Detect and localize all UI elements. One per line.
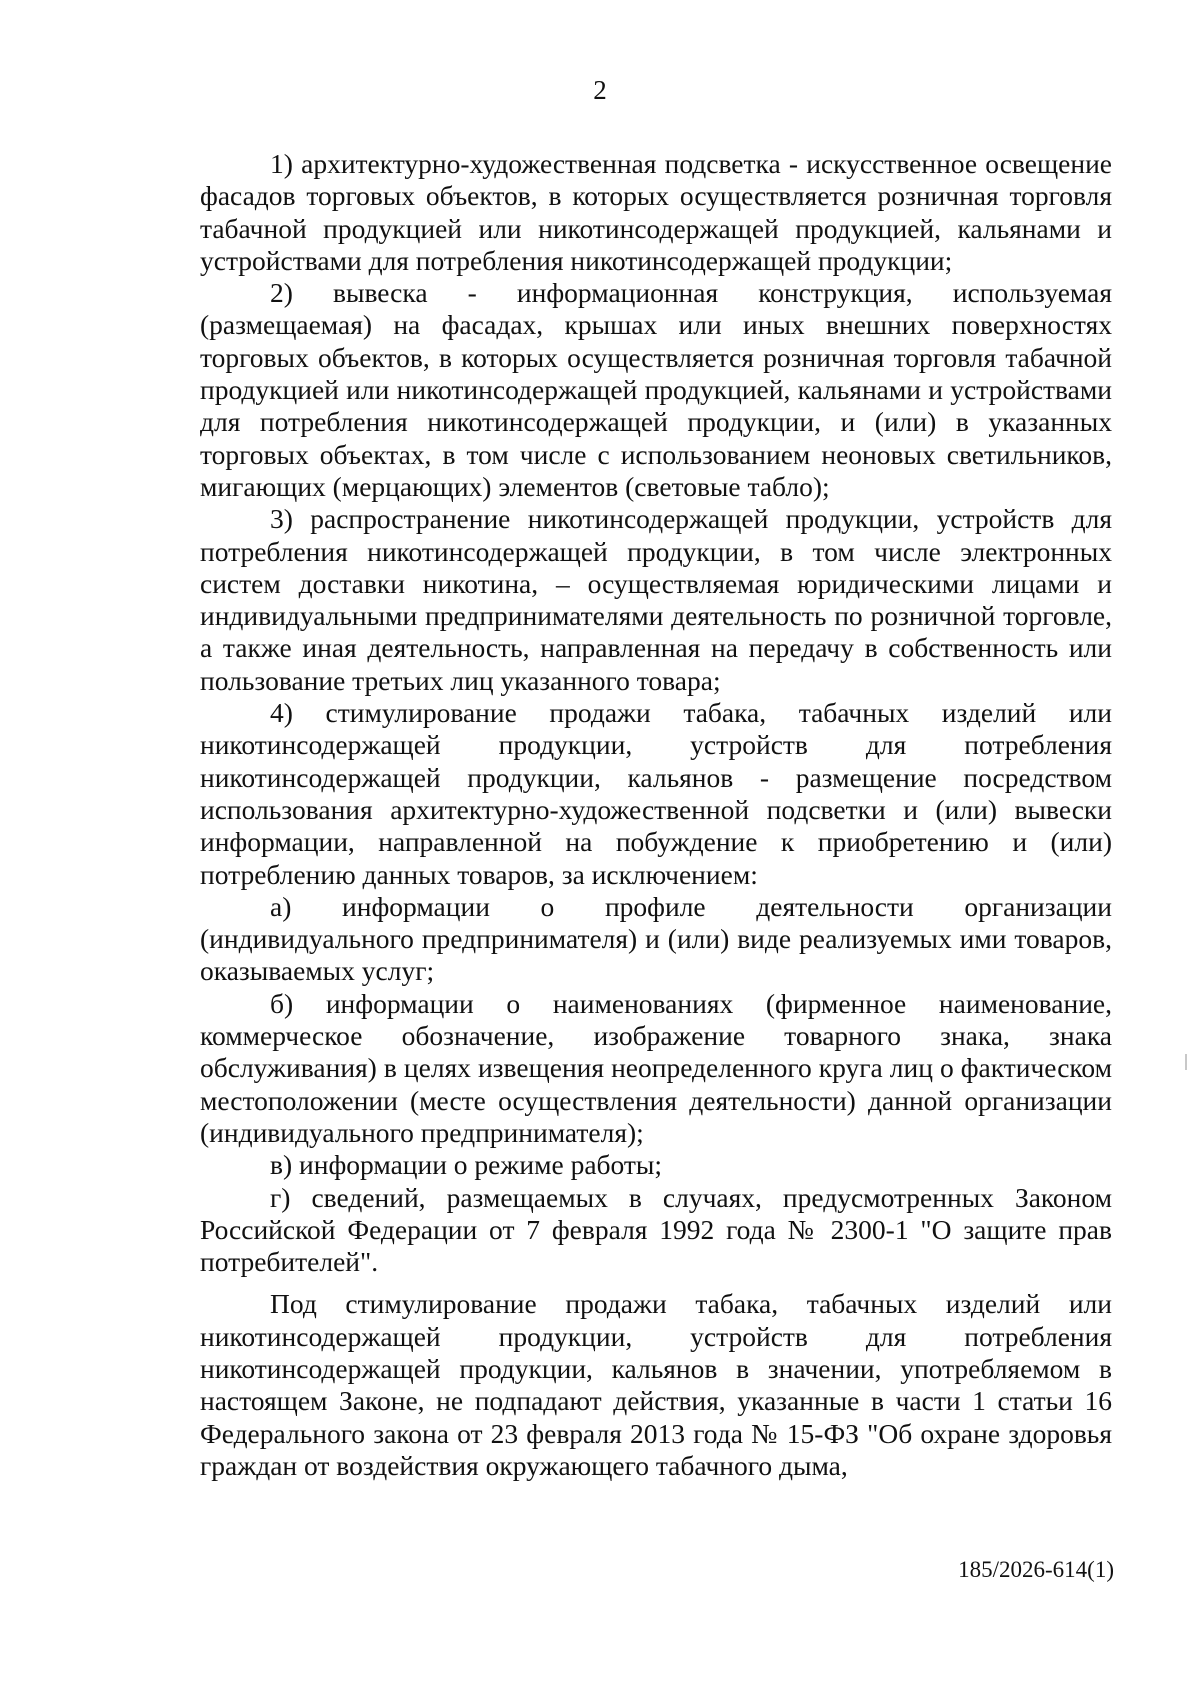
exception-item-v: в) информации о режиме работы; xyxy=(270,1149,663,1181)
document-code: 185/2026-614(1) xyxy=(958,1557,1114,1582)
definition-paragraph-3: 3) распространение никотинсодержащей продукции, устройств для потребления никотинсодержащей продукции, в том числе электронных систем доставки никотина, – осуществляемая юридическими лицами и индивидуальными предпринимателями деятельность по розничной торговле, а также иная деятельность, направленная на передачу в собственность или пользование третьих лиц указанного товара; xyxy=(200,503,1112,696)
document-body xyxy=(200,148,1112,1482)
exception-item-g: г) сведений, размещаемых в случаях, предусмотренных Законом Российской Федерации от 7 февраля 1992 года № 2300-1 "О защите прав потребителей". xyxy=(200,1181,1112,1278)
definition-paragraph-1: 1) архитектурно-художественная подсветка - искусственное освещение фасадов торговых объектов, в которых осуществляется розничная торговля табачной продукцией или никотинсодержащей продукцией, кальянами и устройствами для потребления никотинсодержащей продукции; xyxy=(200,148,1112,276)
scan-edge-mark xyxy=(1185,1054,1187,1070)
definition-paragraph-4: 4) стимулирование продажи табака, табачных изделий или никотинсодержащей продукции, устройств для потребления никотинсодержащей продукции, кальянов - размещение посредством использования архитектурно-художественной подсветки и (или) вывески информации, направленной на побуждение к приобретению и (или) потреблению данных товаров, за исключением: xyxy=(200,697,1112,890)
exception-item-a: а) информации о профиле деятельности организации (индивидуального предпринимателя) и (или) виде реализуемых ими товаров, оказываемых услуг; xyxy=(200,890,1112,987)
exception-item-b: б) информации о наименованиях (фирменное наименование, коммерческое обозначение, изображение товарного знака, знака обслуживания) в целях извещения неопределенного круга лиц о фактическом местоположении (месте осуществления деятельности) данной организации (индивидуального предпринимателя); xyxy=(200,987,1112,1148)
definition-paragraph-2: 2) вывеска - информационная конструкция, используемая (размещаемая) на фасадах, крышах или иных внешних поверхностях торговых объектов, в которых осуществляется розничная торговля табачной продукцией или никотинсодержащей продукцией, кальянами и устройствами для потребления никотинсодержащей продукции, и (или) в указанных торговых объектах, в том числе с использованием неоновых светильников, мигающих (мерцающих) элементов (световые табло); xyxy=(200,277,1112,502)
closing-paragraph: Под стимулирование продажи табака, табачных изделий или никотинсодержащей продукции, устройств для потребления никотинсодержащей продукции, кальянов в значении, употребляемом в настоящем Законе, не подпадают действия, указанные в части 1 статьи 16 Федерального закона от 23 февраля 2013 года № 15-ФЗ "Об охране здоровья граждан от воздействия окружающего табачного дыма, xyxy=(200,1288,1112,1481)
page-number: 2 xyxy=(593,75,607,105)
